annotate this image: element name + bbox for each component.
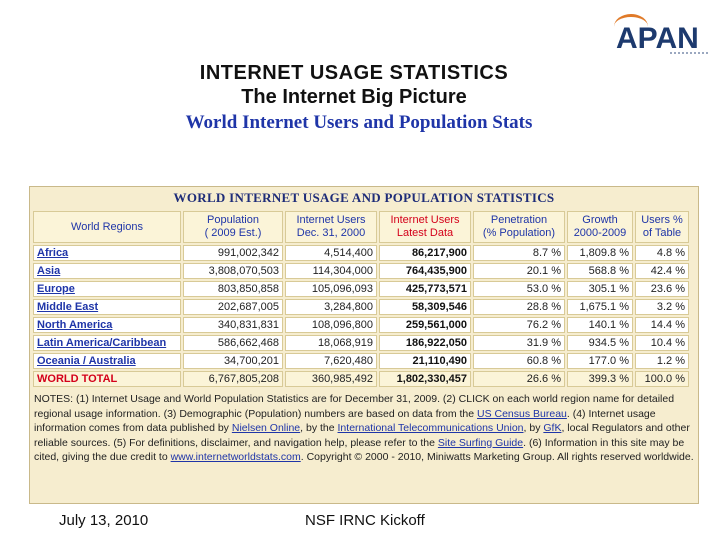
cell-growth: 305.1 %	[567, 281, 633, 297]
table-row	[33, 317, 689, 333]
nielsen-link[interactable]: Nielsen Online	[231, 422, 301, 434]
notes-text: , local Regulators and other reliable sources. (5) For definitions, disclaimer, and navigation help, please refer to the	[34, 422, 690, 449]
subtitle: The Internet Big Picture	[241, 86, 467, 108]
cell-population: 34,700,201	[183, 353, 283, 369]
cell-users-2000: 7,620,480	[285, 353, 377, 369]
cell-users-latest: 186,922,050	[379, 335, 471, 351]
world-total-label: WORLD TOTAL	[33, 371, 181, 387]
col-header-users-pct: Users % of Table	[635, 211, 689, 243]
region-link-europe[interactable]: Europe	[33, 281, 181, 297]
table-row	[33, 335, 689, 351]
cell-penetration: 26.6 %	[473, 371, 565, 387]
cell-users-pct: 14.4 %	[635, 317, 689, 333]
table-row	[33, 245, 689, 261]
region-link-latin-america[interactable]: Latin America/Caribbean	[33, 335, 181, 351]
surfing-guide-link[interactable]: Site Surfing Guide	[437, 436, 524, 449]
cell-population: 991,002,342	[183, 245, 283, 261]
cell-population: 803,850,858	[183, 281, 283, 297]
stats-panel	[29, 186, 699, 504]
cell-users-pct: 23.6 %	[635, 281, 689, 297]
cell-users-pct: 1.2 %	[635, 353, 689, 369]
cell-users-2000: 114,304,000	[285, 263, 377, 279]
cell-users-2000: 4,514,400	[285, 245, 377, 261]
cell-penetration: 60.8 %	[473, 353, 565, 369]
total-row	[33, 371, 689, 387]
cell-population: 340,831,831	[183, 317, 283, 333]
footer-date: July 13, 2010	[59, 512, 149, 529]
main-title: INTERNET USAGE STATISTICS	[199, 62, 509, 84]
cell-users-2000: 18,068,919	[285, 335, 377, 351]
itu-link[interactable]: International Telecommunications Union	[337, 422, 524, 434]
table-row	[33, 263, 689, 279]
notes-text: . Copyright © 2000 - 2010, Miniwatts Marketing Group. All rights reserved worldwide.	[300, 451, 694, 463]
region-link-asia[interactable]: Asia	[33, 263, 181, 279]
cell-users-latest: 425,773,571	[379, 281, 471, 297]
col-header-users-2000: Internet Users Dec. 31, 2000	[285, 211, 377, 243]
cell-users-2000: 3,284,800	[285, 299, 377, 315]
apan-logo	[612, 12, 710, 58]
notes-text: . (6) Information in this site may be cited, giving the due credit to	[34, 436, 685, 463]
region-link-north-america[interactable]: North America	[33, 317, 181, 333]
gfk-link[interactable]: GfK	[543, 422, 562, 434]
table-row	[33, 353, 689, 369]
cell-users-pct: 3.2 %	[635, 299, 689, 315]
region-link-oceania[interactable]: Oceania / Australia	[33, 353, 181, 369]
cell-growth: 568.8 %	[567, 263, 633, 279]
cell-users-pct: 10.4 %	[635, 335, 689, 351]
cell-users-latest: 21,110,490	[379, 353, 471, 369]
cell-users-pct: 42.4 %	[635, 263, 689, 279]
cell-users-pct: 4.8 %	[635, 245, 689, 261]
cell-growth: 934.5 %	[567, 335, 633, 351]
footer-title: NSF IRNC Kickoff	[305, 512, 425, 529]
header-row	[33, 211, 689, 243]
cell-population: 6,767,805,208	[183, 371, 283, 387]
cell-population: 3,808,070,503	[183, 263, 283, 279]
cell-penetration: 28.8 %	[473, 299, 565, 315]
col-header-regions: World Regions	[33, 211, 181, 243]
subtitle-blue: World Internet Users and Population Stats	[185, 112, 533, 133]
cell-penetration: 53.0 %	[473, 281, 565, 297]
cell-population: 586,662,468	[183, 335, 283, 351]
cell-users-latest: 764,435,900	[379, 263, 471, 279]
cell-users-2000: 105,096,093	[285, 281, 377, 297]
region-link-middle-east[interactable]: Middle East	[33, 299, 181, 315]
region-link-africa[interactable]: Africa	[33, 245, 181, 261]
cell-growth: 1,675.1 %	[567, 299, 633, 315]
cell-growth: 1,809.8 %	[567, 245, 633, 261]
cell-growth: 140.1 %	[567, 317, 633, 333]
col-header-population: Population ( 2009 Est.)	[183, 211, 283, 243]
title-block	[0, 62, 720, 134]
logo-text: APAN	[616, 22, 699, 55]
cell-population: 202,687,005	[183, 299, 283, 315]
cell-users-latest: 58,309,546	[379, 299, 471, 315]
notes-text: , by	[523, 422, 544, 434]
col-header-penetration: Penetration (% Population)	[473, 211, 565, 243]
cell-users-2000: 360,985,492	[285, 371, 377, 387]
table-row	[33, 281, 689, 297]
notes-text: . (4) Internet usage information comes from data published by	[34, 407, 656, 434]
stats-table	[31, 209, 691, 389]
logo-dots	[670, 52, 708, 56]
cell-users-2000: 108,096,800	[285, 317, 377, 333]
site-link[interactable]: www.internetworldstats.com	[170, 451, 301, 463]
cell-penetration: 20.1 %	[473, 263, 565, 279]
stats-table-title: WORLD INTERNET USAGE AND POPULATION STATISTICS	[173, 190, 555, 205]
cell-penetration: 76.2 %	[473, 317, 565, 333]
census-link[interactable]: US Census Bureau	[477, 407, 567, 420]
col-header-growth: Growth 2000-2009	[567, 211, 633, 243]
col-header-users-latest: Internet Users Latest Data	[379, 211, 471, 243]
table-row	[33, 299, 689, 315]
notes-text: NOTES: (1) Internet Usage and World Population Statistics are for December 31, 2009. (2) CLICK on each world region name for detailed regional usage information. (3) Demographic (Population) numbers are based on data from the	[34, 393, 675, 420]
cell-users-latest: 259,561,000	[379, 317, 471, 333]
cell-users-latest: 1,802,330,457	[379, 371, 471, 387]
cell-users-latest: 86,217,900	[379, 245, 471, 261]
notes-text: , by the	[300, 422, 338, 434]
cell-growth: 177.0 %	[567, 353, 633, 369]
cell-growth: 399.3 %	[567, 371, 633, 387]
cell-users-pct: 100.0 %	[635, 371, 689, 387]
cell-penetration: 8.7 %	[473, 245, 565, 261]
cell-penetration: 31.9 %	[473, 335, 565, 351]
notes-paragraph	[34, 392, 694, 465]
